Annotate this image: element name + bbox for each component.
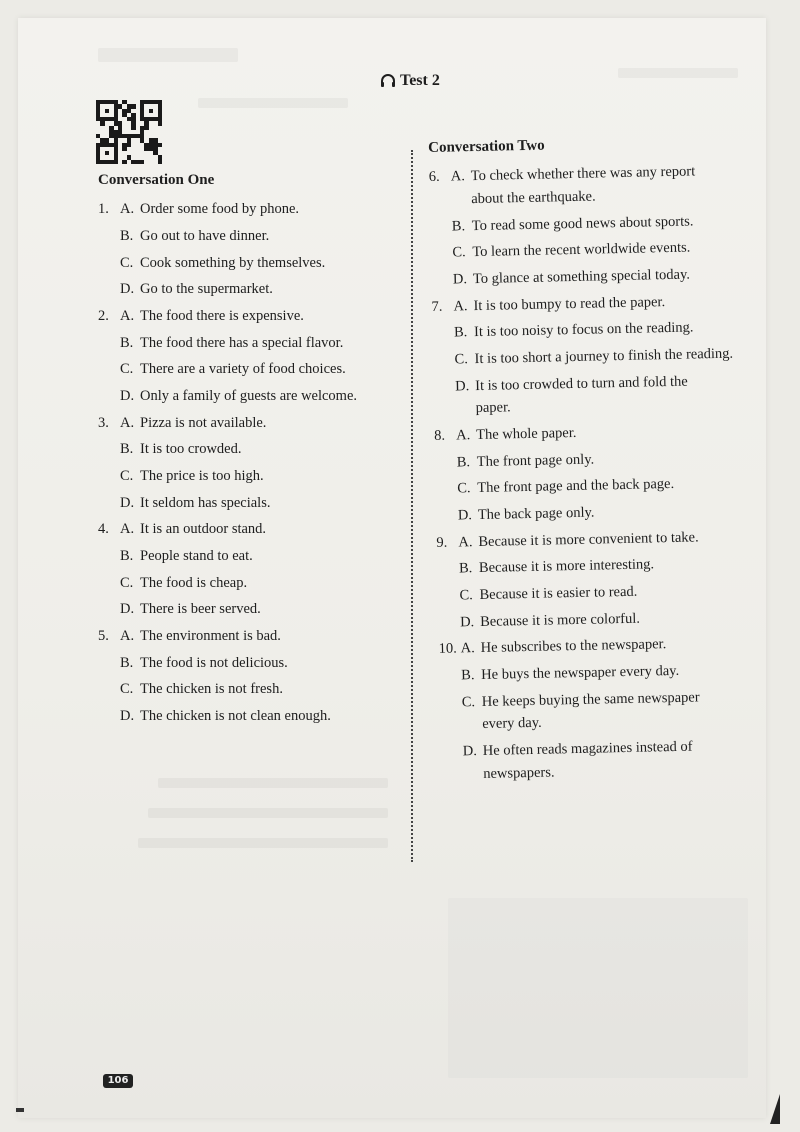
option-letter: A. — [458, 533, 473, 551]
option-text: Because it is more interesting. — [478, 556, 655, 577]
answer-option — [454, 345, 752, 368]
option-text: He keeps buying the same newspaper — [481, 689, 700, 710]
answer-option — [452, 239, 750, 262]
option-letter: B. — [120, 441, 134, 458]
answer-option — [120, 548, 398, 565]
option-letter: D. — [454, 377, 470, 395]
option-text: Only a family of guests are welcome. — [140, 387, 358, 404]
option-letter: A. — [120, 414, 135, 431]
option-letter: D. — [120, 281, 135, 298]
answer-option — [120, 708, 398, 725]
option-letter: C. — [452, 244, 466, 261]
question-number: 2. — [98, 307, 109, 324]
option-text: It is too noisy to focus on the reading. — [473, 319, 694, 341]
question-number: 4. — [98, 521, 109, 538]
option-text: The whole paper. — [476, 424, 577, 444]
option-letter: A. — [120, 307, 135, 324]
answer-option — [98, 521, 398, 538]
option-text: The front page only. — [476, 451, 595, 470]
option-text: The food there has a special flavor. — [140, 334, 344, 351]
option-text: Cook something by themselves. — [140, 254, 326, 271]
test-title — [380, 72, 440, 90]
option-text: To check whether there was any report — [470, 163, 696, 185]
question-number: 10. — [438, 640, 457, 658]
option-text: Pizza is not available. — [140, 414, 267, 431]
option-text-continued: every day. — [482, 715, 542, 733]
conversation-one-section — [98, 172, 398, 735]
option-text: People stand to eat. — [140, 547, 253, 564]
answer-option — [120, 255, 398, 272]
option-text: The food is not delicious. — [140, 654, 288, 671]
question-6 — [429, 163, 751, 289]
headphones-icon — [380, 74, 396, 88]
answer-option — [460, 608, 758, 631]
option-text: The chicken is not clean enough. — [140, 708, 331, 725]
answer-option — [120, 601, 398, 618]
question-number: 7. — [431, 298, 443, 315]
answer-option — [120, 228, 398, 245]
option-letter: B. — [458, 560, 473, 577]
answer-option — [459, 555, 757, 578]
option-letter: C. — [120, 681, 134, 698]
option-text-continued: about the earthquake. — [471, 188, 596, 208]
answer-option — [457, 475, 755, 498]
option-letter: C. — [120, 361, 134, 378]
option-text: To learn the recent worldwide events. — [472, 239, 691, 261]
option-text: It is too crowded to turn and fold the — [474, 373, 688, 394]
option-letter: A. — [120, 201, 135, 218]
option-letter: C. — [459, 587, 474, 604]
option-letter: D. — [120, 387, 135, 404]
option-text: Go out to have dinner. — [140, 227, 270, 244]
question-7 — [431, 292, 753, 418]
option-letter: D. — [120, 601, 135, 618]
answer-option — [120, 388, 398, 405]
option-text: Because it is easier to read. — [479, 583, 638, 604]
question-number: 9. — [436, 534, 448, 551]
question-4 — [98, 521, 398, 618]
option-letter: D. — [120, 708, 135, 725]
question-3 — [98, 415, 398, 512]
option-letter: A. — [460, 640, 475, 657]
option-letter: D. — [459, 613, 475, 631]
answer-option — [120, 495, 398, 512]
option-letter: C. — [457, 480, 471, 497]
option-text: The front page and the back page. — [477, 476, 675, 497]
page-corner-mark — [16, 1108, 24, 1112]
option-letter: B. — [461, 667, 475, 684]
qr-code-icon[interactable] — [96, 100, 162, 164]
answer-option — [431, 292, 751, 315]
answer-option — [98, 415, 398, 432]
answer-option — [455, 372, 753, 395]
answer-option — [98, 308, 398, 325]
answer-option — [452, 212, 750, 235]
option-text: He often reads magazines instead of — [482, 738, 693, 760]
book-spine-shadow — [770, 1094, 780, 1124]
option-letter: C. — [120, 467, 134, 484]
option-letter: D. — [457, 507, 473, 524]
option-text: The food is cheap. — [140, 574, 248, 591]
option-letter: B. — [120, 547, 134, 564]
question-10 — [438, 635, 761, 784]
question-number: 1. — [98, 201, 109, 218]
option-text: To read some good news about sports. — [471, 213, 694, 234]
option-letter: A. — [450, 168, 466, 185]
answer-option — [120, 335, 398, 352]
option-text: Because it is more convenient to take. — [478, 529, 699, 550]
option-letter: C. — [454, 351, 469, 368]
option-text-continued: paper. — [475, 399, 511, 417]
option-letter: B. — [120, 654, 134, 671]
option-letter: C. — [120, 254, 134, 271]
question-number: 5. — [98, 628, 109, 644]
option-letter: D. — [462, 743, 478, 760]
option-text: Order some food by phone. — [140, 201, 300, 218]
option-text: Because it is more colorful. — [479, 610, 641, 630]
option-text: It is too short a journey to finish the reading. — [474, 345, 734, 368]
answer-option — [453, 265, 751, 288]
option-text: It is too bumpy to read the paper. — [473, 293, 666, 314]
option-letter: B. — [120, 227, 134, 244]
option-text: The environment is bad. — [140, 628, 281, 644]
answer-option — [462, 688, 760, 711]
option-letter: B. — [456, 453, 471, 471]
answer-option — [461, 661, 759, 684]
option-text: To glance at something special today. — [472, 266, 691, 288]
question-number: 3. — [98, 414, 109, 431]
option-letter: C. — [461, 693, 476, 711]
option-letter: B. — [451, 217, 466, 235]
answer-option — [120, 575, 398, 592]
option-letter: B. — [453, 324, 468, 341]
page-number: 106 — [103, 1074, 133, 1088]
answer-option — [438, 635, 758, 658]
answer-option — [463, 737, 761, 760]
answer-option — [454, 319, 752, 342]
answer-option — [458, 501, 756, 524]
option-text: There are a variety of food choices. — [140, 361, 346, 378]
option-text: The food there is expensive. — [140, 307, 304, 324]
column-divider — [411, 150, 413, 862]
option-letter: D. — [452, 271, 468, 288]
option-text: The chicken is not fresh. — [140, 681, 283, 698]
option-text-continued: newspapers. — [483, 764, 555, 782]
option-text: There is beer served. — [140, 601, 261, 618]
option-text: Go to the supermarket. — [140, 281, 273, 298]
question-1 — [98, 201, 398, 298]
answer-option — [98, 201, 398, 218]
option-text: He buys the newspaper every day. — [481, 662, 680, 684]
option-text: It seldom has specials. — [140, 494, 271, 511]
option-text: The back page only. — [477, 504, 595, 524]
option-letter: B. — [120, 334, 134, 351]
option-text: It is too crowded. — [140, 441, 242, 458]
question-9 — [436, 528, 758, 631]
option-letter: A. — [120, 628, 135, 644]
option-text: He subscribes to the newspaper. — [480, 636, 667, 657]
conversation-one-heading: Conversation One — [98, 172, 215, 188]
answer-option — [120, 655, 398, 672]
question-8 — [434, 421, 756, 524]
question-number: 6. — [428, 169, 440, 186]
answer-option — [120, 361, 398, 378]
question-number: 8. — [434, 427, 446, 444]
answer-option — [457, 448, 755, 471]
answer-option — [434, 421, 754, 444]
answer-option — [120, 681, 398, 698]
option-letter: C. — [120, 574, 134, 591]
option-letter: D. — [120, 494, 135, 511]
answer-option — [120, 441, 398, 458]
option-letter: A. — [453, 297, 468, 315]
option-letter: A. — [456, 427, 471, 444]
option-text: It is an outdoor stand. — [140, 521, 267, 538]
question-5 — [98, 628, 398, 725]
answer-option — [429, 163, 749, 186]
option-letter: A. — [120, 521, 135, 538]
answer-option — [98, 628, 398, 645]
question-2 — [98, 308, 398, 405]
conversation-two-section — [428, 133, 762, 793]
option-text: The price is too high. — [140, 467, 264, 484]
conversation-two-heading: Conversation Two — [428, 137, 545, 156]
test-title-text: Test 2 — [400, 72, 440, 89]
answer-option — [120, 468, 398, 485]
answer-option — [436, 528, 756, 551]
answer-option — [459, 581, 757, 604]
answer-option — [120, 281, 398, 298]
